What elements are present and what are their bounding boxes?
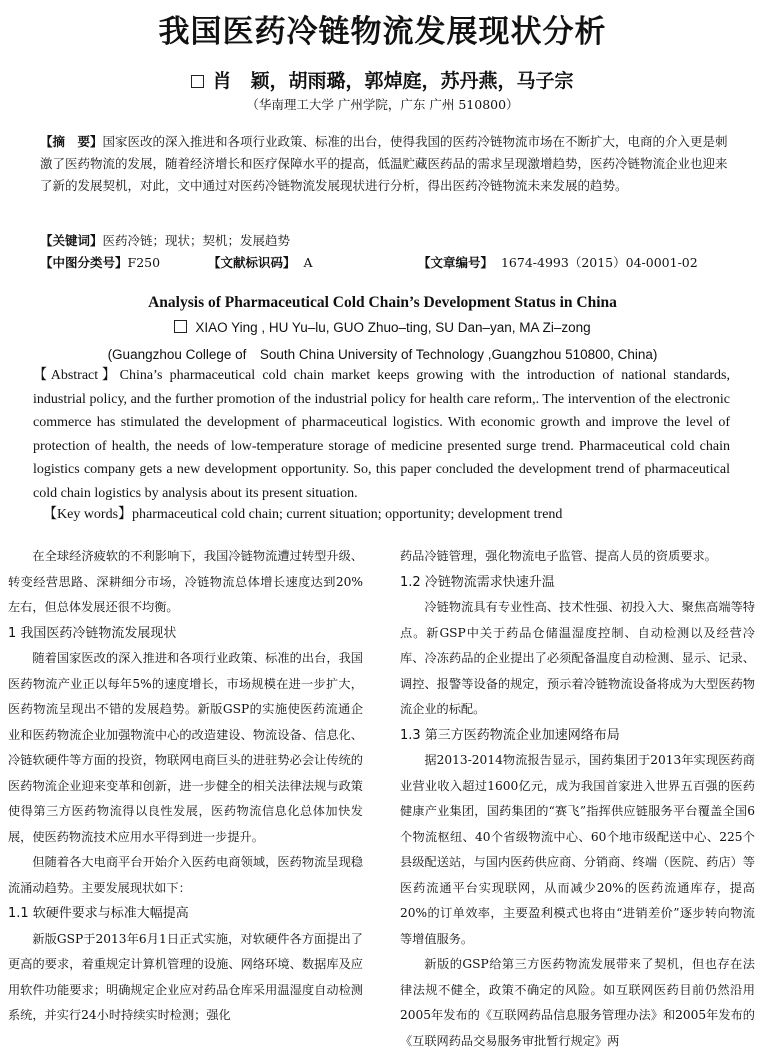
english-author-line	[0, 320, 765, 335]
body-paragraph: 新版GSP于2013年6月1日正式实施，对软硬件各方面提出了更高的要求，着重规定计算机管理的设施、网络环境、数据库及应用软件功能要求；明确规定企业应对药品仓库采用温湿度自动检测系统，并实行24小时持续实时检测；强化	[8, 931, 363, 1022]
affiliation: （华南理工大学 广州学院，广东 广州 510800）	[246, 97, 519, 112]
document-code	[208, 253, 313, 271]
article-number-value: 1674-4993（2015）04-0001-02	[500, 255, 698, 270]
doc-code-value: A	[303, 255, 313, 270]
english-keywords-text: pharmaceutical cold chain; current situation; opportunity; development trend	[132, 507, 563, 522]
keywords-cn-label: 【关键词】	[40, 233, 103, 248]
english-keywords-label: 【Key words】	[43, 507, 133, 522]
body-column-left	[8, 544, 363, 1029]
section-heading: 1 我国医药冷链物流发展现状	[8, 625, 177, 641]
body-paragraph: 据2013-2014物流报告显示，国药集团于2013年实现医药商业营业收入超过1600亿元，成为我国首家进入世界五百强的医药健康产业集团，国药集团的“赛飞”指挥供应链服务平台覆盖全国6个物流枢纽、40个省级物流中心、60个地市级配送中心、225个县级配送站，与国内医药供应商、分销商、终端（医院、药店）等医药流通平台实现联网，从而减少20%的医药流通库存，提高20%的订单效率，主要盈利模式也将由“进销差价”逐步转向物流等增值服务。	[400, 753, 755, 946]
body-paragraph: 冷链物流具有专业性高、技术性强、初投入大、聚焦高端等特点。新GSP中关于药品仓储温湿度控制、自动检测以及经营冷库、冷冻药品的企业提出了必须配备温度自动检测、显示、记录、调控、报警等设备的规定，预示着冷链物流设备将成为大型医药物流企业的标配。	[400, 600, 755, 716]
english-abstract	[33, 364, 730, 505]
body-paragraph: 药品冷链管理，强化物流电子监管、提高人员的资质要求。	[400, 549, 717, 563]
authors-text: 肖 颖，胡雨璐，郭焯庭，苏丹燕，马子宗	[212, 70, 574, 92]
article-number-label: 【文章编号】	[418, 255, 494, 270]
subsection-heading: 1.1 软硬件要求与标准大幅提高	[8, 906, 189, 921]
keywords-cn-text: 医药冷链；现状；契机；发展趋势	[102, 233, 291, 248]
body-column-right	[400, 544, 755, 1054]
subsection-heading: 1.2 冷链物流需求快速升温	[400, 574, 555, 590]
body-paragraph: 新版的GSP给第三方医药物流发展带来了契机，但也存在法律法规不健全，政策不确定的风险。如互联网医药目前仍然沿用2005年发布的《互联网药品信息服务管理办法》和2005年发布的《互联网药品交易服务审批暂行规定》两	[400, 957, 755, 1048]
clc-number	[40, 253, 160, 271]
author-marker-box	[191, 75, 204, 88]
clc-value: F250	[127, 255, 161, 270]
abstract-cn-label: 【摘 要】	[40, 134, 103, 149]
english-title: Analysis of Pharmaceutical Cold Chain’s Development Status in China	[148, 294, 617, 311]
body-paragraph: 随着国家医改的深入推进和各项行业政策、标准的出台，我国医药物流产业正以每年5%的速度增长，市场规模在进一步扩大，医药物流呈现出不错的发展趋势。新版GSP的实施使医药流通企业和医药物流企业加强物流中心的改造建设、物流设备、信息化、冷链软硬件等方面的投资，物联网电商巨头的进驻势必会让传统的医药物流企业迎来变革和创新，进一步健全的相关法律法规与政策使得第三方医药物流得以良性发展，医药物流信息化总体加快发展，使医药物流技术应用水平得到进一步提升。	[8, 651, 363, 844]
subsection-heading: 1.3 第三方医药物流企业加速网络布局	[400, 727, 620, 743]
body-paragraph: 但随着各大电商平台开始介入医药电商领域，医药物流呈现稳流涌动趋势。主要发展现状如下：	[8, 855, 363, 895]
author-line	[0, 66, 765, 93]
article-number	[418, 253, 698, 271]
keywords-cn	[40, 230, 730, 252]
english-authors-text: XIAO Ying , HU Yu–lu, GUO Zhuo–ting, SU Dan–yan, MA Zi–zong	[195, 320, 591, 335]
english-abstract-label: 【Abstract】	[33, 368, 120, 383]
english-keywords	[43, 503, 562, 523]
doc-code-label: 【文献标识码】	[208, 255, 296, 270]
english-abstract-text: China’s pharmaceutical cold chain market keeps growing with the introduction of national standards, industrial policy, and the further promotion of the industrial policy for health care reform,. The intervention of the electronic commerce has stimulated the development of pharmaceutical logistics. With economic growth and improve the level of protection of health, the needs of low-temperature storage of medicine presented surge trend. Pharmaceutical cold chain logistics company gets a new development opportunity. So, this paper concluded the development trend of pharmaceutical cold chain logistics by analysis about its present situation.	[33, 368, 730, 501]
body-paragraph: 在全球经济疲软的不利影响下，我国冷链物流遭过转型升级、转变经营思路、深耕细分市场，冷链物流总体增长速度达到20%左右，但总体发展还很不均衡。	[8, 549, 363, 614]
clc-label: 【中图分类号】	[40, 255, 128, 270]
author-marker-box	[174, 320, 187, 333]
abstract-cn	[40, 131, 730, 198]
paper-title: 我国医药冷链物流发展现状分析	[158, 14, 607, 50]
abstract-cn-text: 国家医改的深入推进和各项行业政策、标准的出台，使得我国的医药冷链物流市场在不断扩大，电商的介入更是刺激了医药物流的发展，随着经济增长和医疗保障水平的提高，低温贮藏医药品的需求呈现激增趋势，医药冷链物流企业也迎来了新的发展契机，对此，文中通过对医药冷链物流发展现状进行分析，得出医药冷链物流未来发展的趋势。	[40, 134, 728, 194]
english-affiliation: (Guangzhou College of South China University of Technology ,Guangzhou 510800, China)	[107, 347, 658, 362]
